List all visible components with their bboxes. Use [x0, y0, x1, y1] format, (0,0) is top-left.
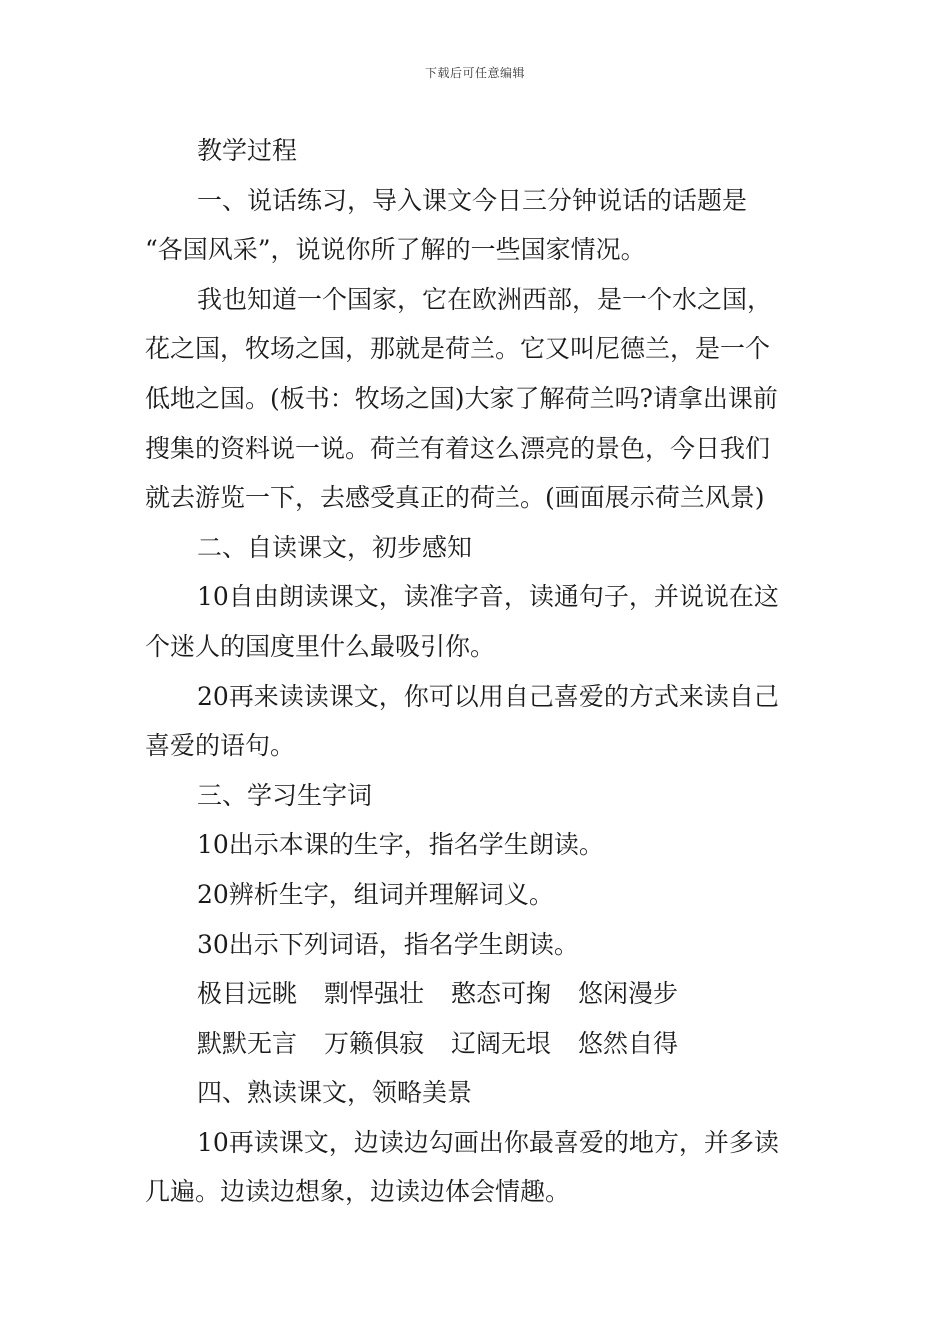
paragraph-line: 就去游览一下，去感受真正的荷兰。(画面展示荷兰风景)	[145, 483, 765, 513]
paragraph-line: 花之国，牧场之国，那就是荷兰。它又叫尼德兰，是一个	[145, 334, 771, 364]
page-header: 下载后可任意编辑	[424, 66, 525, 80]
word-list-row	[145, 1019, 810, 1069]
paragraph-line: 低地之国。(板书：牧场之国)大家了解荷兰吗?请拿出课前	[145, 383, 778, 413]
vocabulary-word: 剽悍强壮	[324, 979, 425, 1009]
vocabulary-word: 憨态可掬	[451, 979, 552, 1009]
vocabulary-word: 辽阔无垠	[451, 1028, 552, 1058]
paragraph-line: 10自由朗读课文，读准字音，读通句子，并说说在这	[197, 582, 779, 612]
section-heading: 二、自读课文，初步感知	[197, 532, 473, 562]
document-body	[145, 126, 810, 1217]
vocabulary-word: 极目远眺	[197, 979, 298, 1009]
paragraph-line: 10出示本课的生字，指名学生朗读。	[197, 830, 604, 860]
paragraph-line: 喜爱的语句。	[145, 731, 296, 761]
paragraph-line: 搜集的资料说一说。荷兰有着这么漂亮的景色，今日我们	[145, 433, 771, 463]
paragraph-line: 一、说话练习，导入课文今日三分钟说话的话题是	[197, 185, 748, 215]
paragraph-line: 几遍。边读边想象，边读边体会情趣。	[145, 1177, 571, 1207]
word-list-row	[145, 969, 810, 1019]
paragraph-line: “各国风采”，说说你所了解的一些国家情况。	[145, 235, 646, 265]
paragraph-line: 20辨析生字，组词并理解词义。	[197, 879, 554, 909]
section-heading: 三、学习生字词	[197, 780, 373, 810]
vocabulary-word: 悠然自得	[578, 1028, 679, 1058]
vocabulary-word: 默默无言	[197, 1028, 298, 1058]
section-heading: 四、熟读课文，领略美景	[197, 1078, 473, 1108]
paragraph-line: 30出示下列词语，指名学生朗读。	[197, 929, 579, 959]
section-heading: 教学过程	[197, 136, 298, 165]
vocabulary-word: 万籁俱寂	[324, 1028, 425, 1058]
paragraph-line: 我也知道一个国家，它在欧洲西部，是一个水之国，	[197, 284, 773, 314]
paragraph-line: 20再来读读课文，你可以用自己喜爱的方式来读自己	[197, 681, 779, 711]
paragraph-line: 个迷人的国度里什么最吸引你。	[145, 631, 496, 661]
paragraph-line: 10再读课文，边读边勾画出你最喜爱的地方，并多读	[197, 1127, 779, 1157]
vocabulary-word: 悠闲漫步	[578, 979, 679, 1009]
